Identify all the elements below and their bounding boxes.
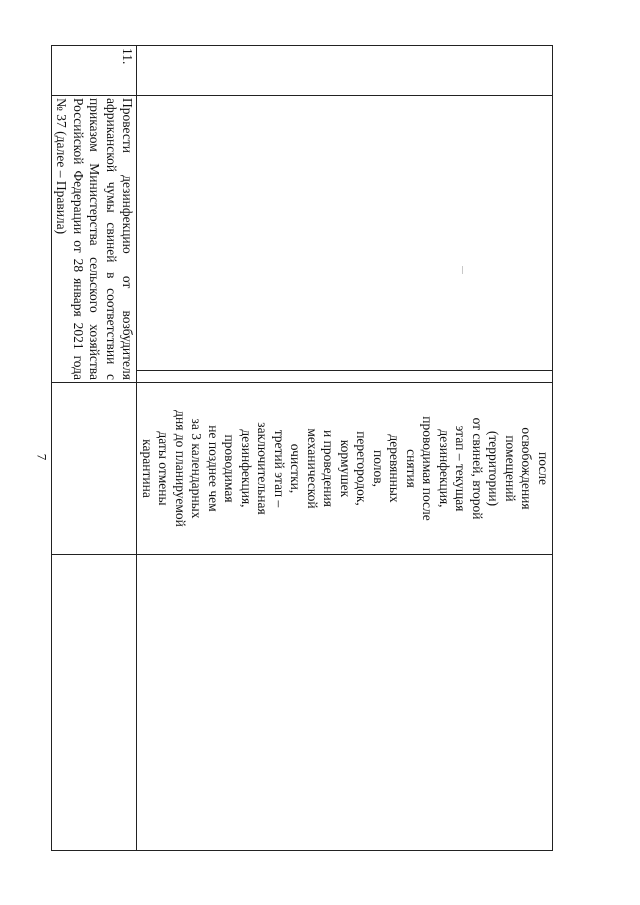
measure-line: (территории) (486, 430, 502, 507)
table-cell-disinfection-stages (137, 383, 553, 555)
table-cell-empty (52, 555, 138, 851)
table-cell-empty (137, 555, 553, 851)
table-row (52, 46, 138, 851)
measure-line: дезинфекция, (437, 429, 452, 508)
measure-line: за 3 календарных (189, 418, 205, 519)
task-description: Провести дезинфекцию от возбудителя африканской чумы свиней в соответствии с приказом Министерства сельского хозяйства Российской Федерации от 28 января 2021 года № 37 (далее – Правила) (52, 96, 138, 383)
measure-line: третий этап – (272, 429, 287, 508)
measure-line: кормушек (338, 439, 353, 498)
page-number: 7 (34, 453, 50, 461)
measure-line: проводимая (222, 434, 238, 503)
scan-mark (462, 266, 463, 274)
measure-line: снятия (404, 449, 419, 488)
table-cell-empty (52, 383, 138, 555)
measure-line: карантина (140, 439, 155, 498)
measure-line: деревянных (387, 434, 403, 503)
measure-line: механической (305, 428, 320, 509)
table-row (137, 46, 553, 851)
measure-line: дезинфекция, (239, 429, 254, 508)
measure-line: после (536, 451, 551, 486)
table-cell-task-continued (137, 96, 553, 371)
table-cell-number-continued (137, 46, 553, 96)
measures-table (51, 45, 553, 851)
measure-line: заключительная (255, 422, 271, 515)
measure-line: от свиней, второй (470, 417, 485, 520)
measure-line: этап – текущая (453, 425, 469, 512)
measure-line: и проведения (321, 430, 337, 507)
measure-line: дня до планируемой (173, 410, 188, 527)
rotated-table-wrapper (54, 45, 553, 850)
measure-line: освобождения (519, 427, 535, 510)
measure-line: перегородок, (354, 431, 370, 506)
measure-line: не позднее чем (206, 425, 221, 512)
measure-line: проводимая после (420, 416, 436, 521)
table-cell-narrow-continued (137, 371, 553, 383)
measure-line: полов, (371, 449, 386, 488)
measure-line: даты отмены (156, 431, 172, 506)
measure-line: помещений (503, 435, 518, 502)
row-number: 11. (52, 46, 138, 96)
measure-line: очистки, (288, 443, 304, 494)
